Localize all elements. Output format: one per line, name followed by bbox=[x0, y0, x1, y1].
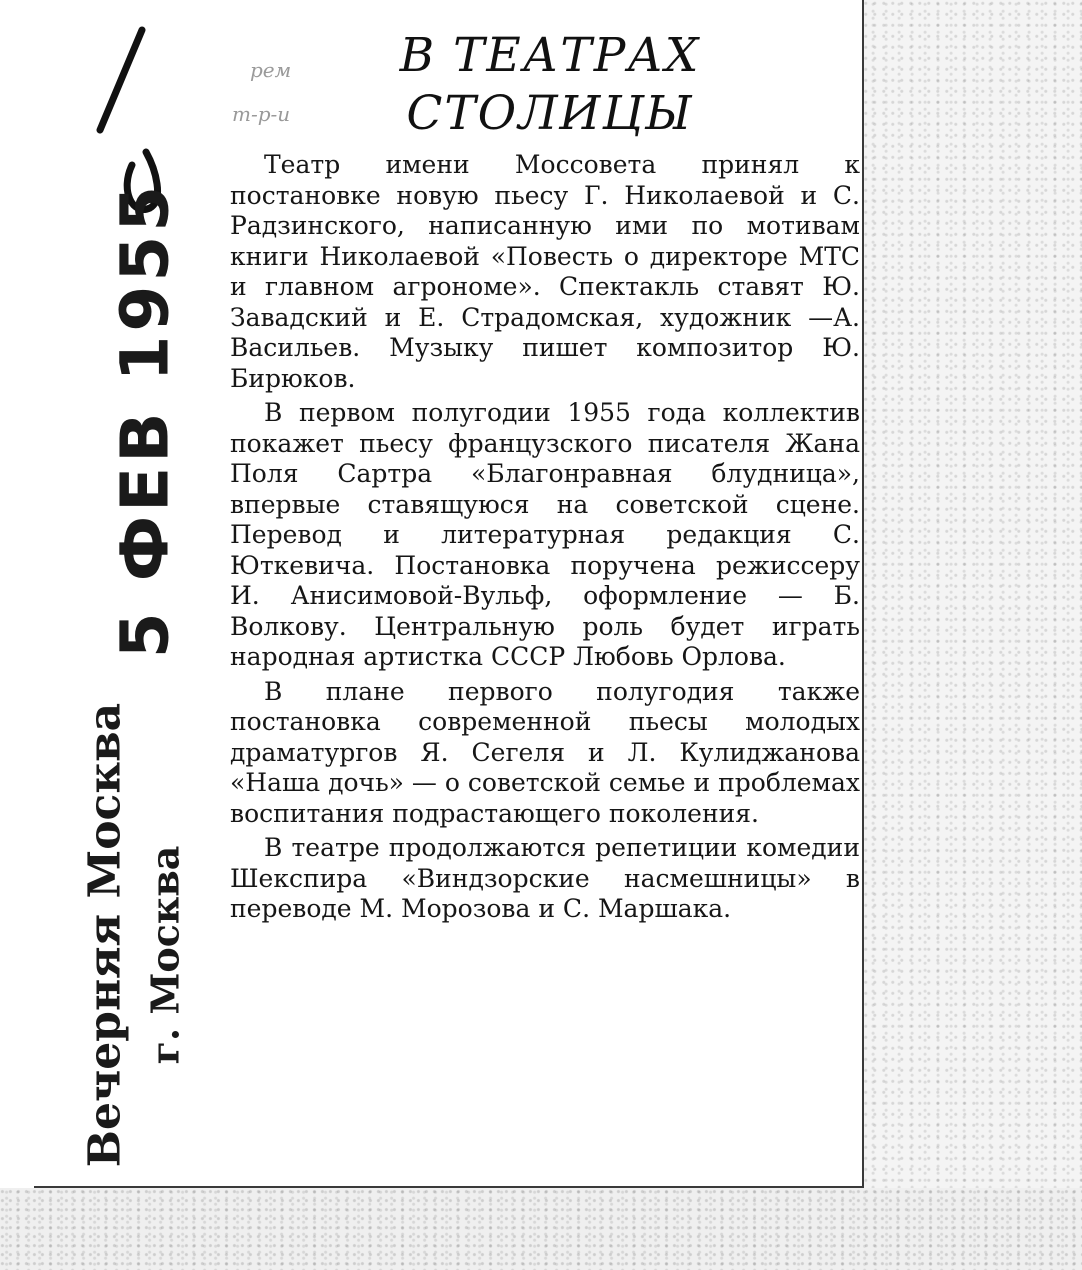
article-paragraph: В плане первого полугодия также постановка современной пьесы молодых драматургов Я. Сегеля и Л. Кулиджанова «Наша дочь» — о советской семье и проблемах воспитания подрастающего поколения. bbox=[230, 676, 861, 828]
headline-line-2: СТОЛИЦЫ bbox=[406, 86, 694, 141]
article-paragraph: В театре продолжаются репетиции комедии Шекспира «Виндзорские насмешницы» в переводе М. Морозова и С. Маршака. bbox=[230, 833, 860, 923]
paper-edge-bottom bbox=[0, 1188, 1082, 1270]
source-city-stamp: г. Москва bbox=[142, 845, 188, 1065]
source-newspaper-stamp: Вечерняя Москва bbox=[79, 702, 131, 1168]
faint-handwritten-note: рем bbox=[250, 58, 292, 82]
article-paragraph: В первом полугодии 1955 года коллектив покажет пьесу французского писателя Жана Поля Сартра «Благонравная блудница», впервые ставящуюся на советской сцене. Перевод и литературная редакция С. Юткевича. Постановка поручена режиссеру И. Анисимовой-Вульф, оформление — Б. Волкову. Центральную роль будет играть народная артистка СССР Любовь Орлова. bbox=[230, 398, 860, 671]
faint-handwritten-note: т-р-и bbox=[232, 102, 291, 126]
headline-line-1: В ТЕАТРАХ bbox=[399, 28, 701, 83]
date-stamp: 5 ФЕВ 1955 bbox=[106, 181, 184, 659]
article-paragraph: Театр имени Моссовета принял к постановке новую пьесу Г. Николаевой и С. Радзинского, написанную ими по мотивам книги Николаевой «Повесть о директоре МТС и главном агрономе». Спектакль ставят Ю. Завадский и Е. Страдомская, художник —А. Васильев. Музыку пишет композитор Ю. Бирюков. bbox=[230, 150, 860, 393]
article-body bbox=[230, 150, 860, 929]
paper-edge-right bbox=[864, 0, 1082, 1270]
